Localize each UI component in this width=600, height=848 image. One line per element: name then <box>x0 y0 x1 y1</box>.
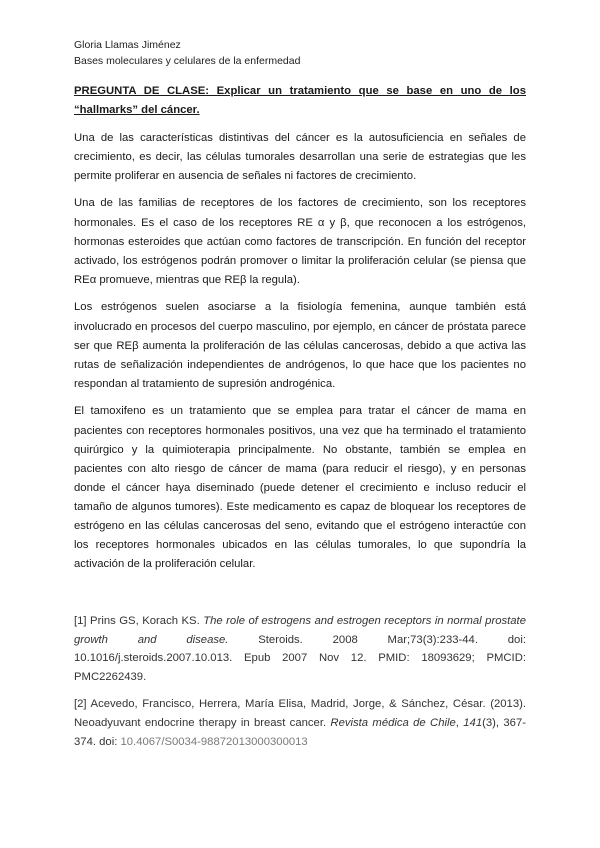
reference-1-authors: [1] Prins GS, Korach KS. <box>74 615 204 627</box>
reference-2-details: (3), 367-374. doi: <box>74 716 527 748</box>
reference-2-separator: , <box>455 716 464 729</box>
paragraph-2: Una de las familias de receptores de los factores de crecimiento, son los receptores hormonales. Es el caso de los receptores RE α y β, que reconocen a los estrógenos, hormonas esteroides que actúan como factores de transcripción. En función del receptor activado, los estrógenos podrán promover o limitar la proliferación celular (se piensa que REα promueve, mientras que REβ la regula). <box>74 197 526 286</box>
author-name: Gloria Llamas Jiménez <box>74 39 181 51</box>
reference-2-journal: Revista médica de Chile <box>330 716 456 729</box>
document-body <box>74 82 526 583</box>
course-name: Bases moleculares y celulares de la enfermedad <box>74 55 301 67</box>
page-header <box>74 37 300 69</box>
reference-1-title: The role of estrogens and estrogen receptors in normal prostate growth and disease. <box>74 615 526 646</box>
reference-2 <box>74 695 526 751</box>
paragraph-1: Una de las características distintivas del cáncer es la autosuficiencia en señales de crecimiento, es decir, las células tumorales desarrollan una serie de estrategias que les permite proliferar en ausencia de señales ni factores de crecimiento. <box>74 131 526 182</box>
reference-1 <box>74 612 526 686</box>
paragraph-3: Los estrógenos suelen asociarse a la fisiología femenina, aunque también está involucrado en procesos del cuerpo masculino, por ejemplo, en cáncer de próstata parece ser que REβ aumenta la proliferación de las células cancerosas, debido a que activa las rutas de señalización independientes de andrógenos, lo que hace que los pacientes no respondan al tratamiento de supresión androgénica. <box>74 301 526 390</box>
document-title: PREGUNTA DE CLASE: Explicar un tratamiento que se base en uno de los “hallmarks” del cáncer. <box>74 85 526 117</box>
reference-2-doi-link[interactable]: 10.4067/S0034-98872013000300013 <box>120 735 308 748</box>
reference-2-volume: 141 <box>463 716 483 729</box>
reference-2-authors: [2] Acevedo, Francisco, Herrera, María Elisa, Madrid, Jorge, & Sánchez, César. (2013). Neoadyuvant endocrine therapy in breast cancer. <box>74 698 526 729</box>
paragraph-4: El tamoxifeno es un tratamiento que se emplea para tratar el cáncer de mama en pacientes con receptores hormonales positivos, una vez que ha terminado el tratamiento quirúrgico y la quimioterapia principalmente. No obstante, también se emplea en pacientes con alto riesgo de cáncer de mama (para reducir el riesgo), y en personas donde el cáncer haya diseminado (puede detener el crecimiento e incluso reducir el tamaño de algunos tumores). Este medicamento es capaz de bloquear los receptores de estrógeno en las células cancerosas del seno, evitando que el estrógeno interactúe con los receptores hormonales ubicados en las células tumorales, lo que supondría la activación de la proliferación celular. <box>74 405 526 571</box>
references <box>74 612 526 760</box>
reference-1-details: Steroids. 2008 Mar;73(3):233-44. doi: 10.1016/j.steroids.2007.10.013. Epub 2007 Nov 12. PMID: 18093629; PMCID: PMC2262439. <box>74 633 526 683</box>
